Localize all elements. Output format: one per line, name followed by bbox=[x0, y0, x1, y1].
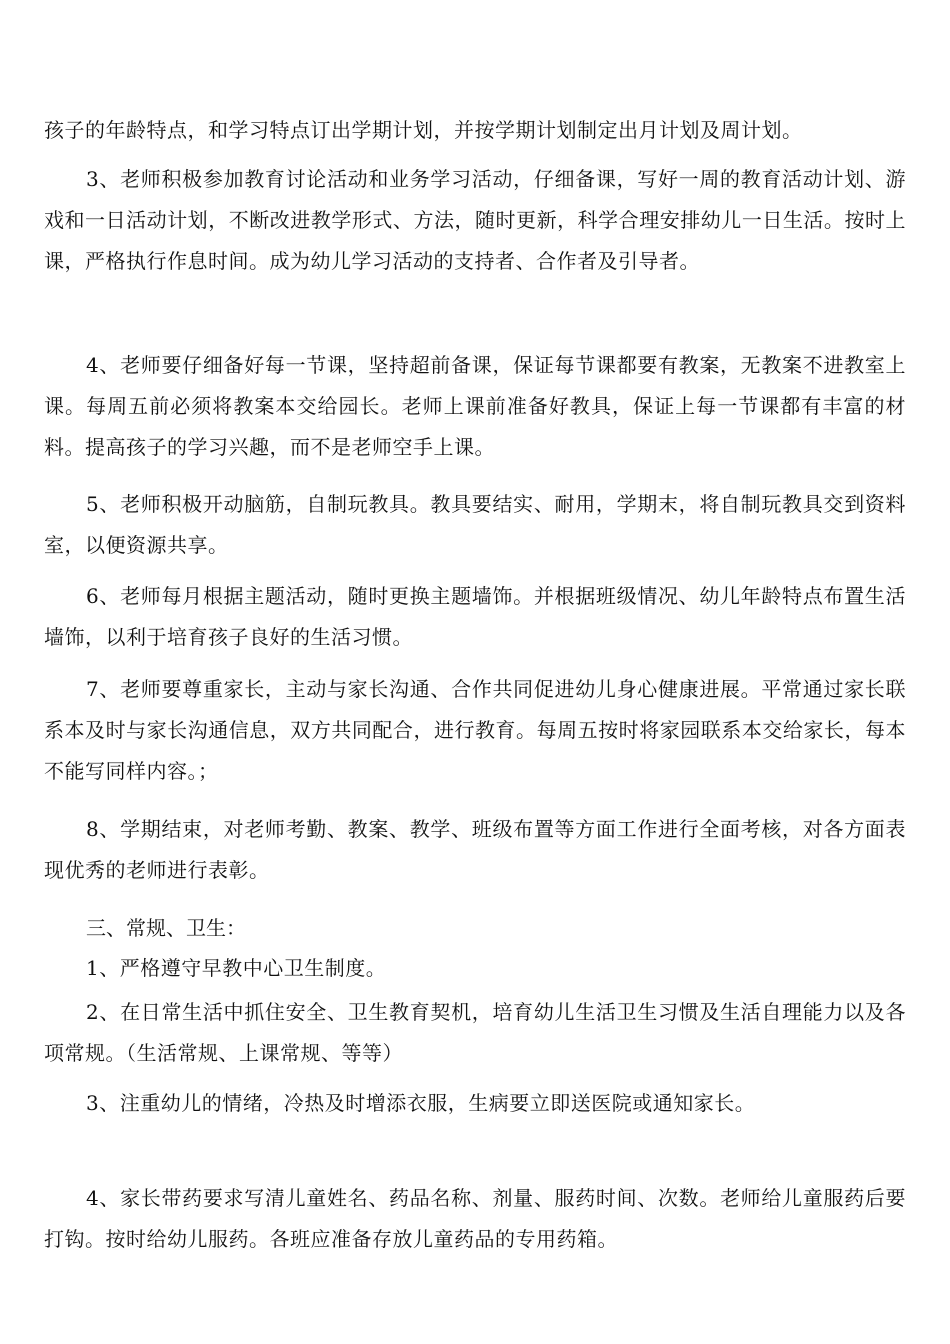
paragraph-hygiene-1: 1、严格遵守早教中心卫生制度。 bbox=[86, 956, 387, 980]
paragraph-item-3: 3、老师积极参加教育讨论活动和业务学习活动，仔细备课，写好一周的教育活动计划、游戏和一日活动计划，不断改进教学形式、方法，随时更新，科学合理安排幼儿一日生活。按时上课，严格执行作息时间。成为幼儿学习活动的支持者、合作者及引导者。 bbox=[44, 167, 906, 273]
paragraph-hygiene-4: 4、家长带药要求写清儿童姓名、药品名称、剂量、服药时间、次数。老师给儿童服药后要打钩。按时给幼儿服药。各班应准备存放儿童药品的专用药箱。 bbox=[44, 1186, 906, 1251]
paragraph-hygiene-2: 2、在日常生活中抓住安全、卫生教育契机，培育幼儿生活卫生习惯及生活自理能力以及各项常规。（生活常规、上课常规、等等） bbox=[44, 1000, 906, 1065]
paragraph-item-6: 6、老师每月根据主题活动，随时更换主题墙饰。并根据班级情况、幼儿年龄特点布置生活墙饰，以利于培育孩子良好的生活习惯。 bbox=[44, 584, 906, 649]
paragraph-item-5: 5、老师积极开动脑筋，自制玩教具。教具要结实、耐用，学期末，将自制玩教具交到资料室，以便资源共享。 bbox=[44, 492, 906, 557]
paragraph-item-7: 7、老师要尊重家长，主动与家长沟通、合作共同促进幼儿身心健康进展。平常通过家长联系本及时与家长沟通信息，双方共同配合，进行教育。每周五按时将家园联系本交给家长，每本不能写同样内容。； bbox=[44, 677, 906, 783]
paragraph-item-8: 8、学期结束，对老师考勤、教案、教学、班级布置等方面工作进行全面考核，对各方面表现优秀的老师进行表彰。 bbox=[44, 817, 906, 882]
paragraph-item-4: 4、老师要仔细备好每一节课，坚持超前备课，保证每节课都要有教案，无教案不进教室上课。每周五前必须将教案本交给园长。老师上课前准备好教具，保证上每一节课都有丰富的材料。提高孩子的学习兴趣，而不是老师空手上课。 bbox=[44, 353, 906, 459]
paragraph-hygiene-3: 3、注重幼儿的情绪，冷热及时增添衣服，生病要立即送医院或通知家长。 bbox=[86, 1091, 756, 1115]
paragraph-continuation: 孩子的年龄特点，和学习特点订出学期计划，并按学期计划制定出月计划及周计划。 bbox=[44, 118, 803, 142]
section-heading-hygiene: 三、常规、卫生： bbox=[86, 916, 246, 940]
